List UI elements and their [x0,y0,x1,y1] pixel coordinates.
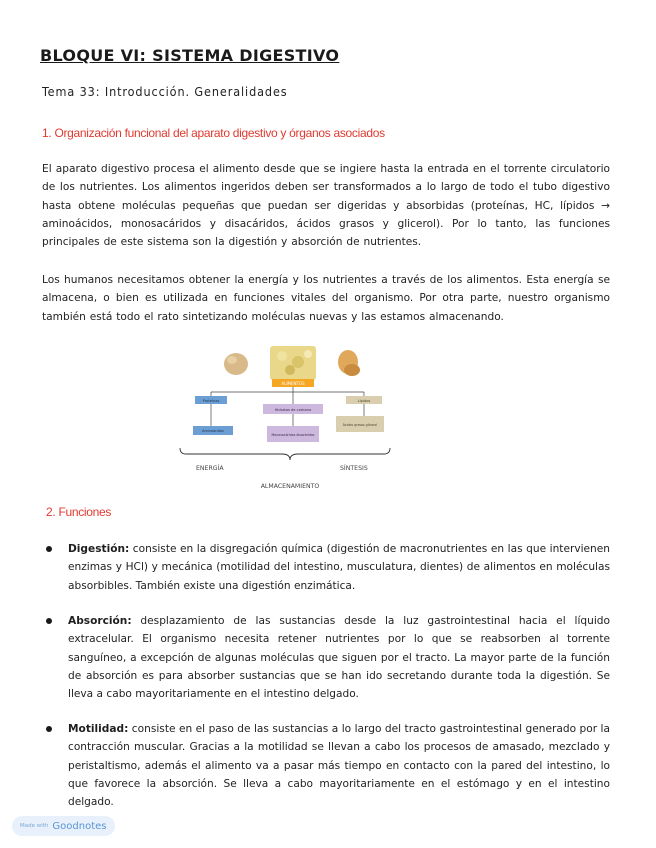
badge-brand-text: Goodnotes [52,820,107,832]
node-lipidos-label: Lípidos [357,399,371,403]
diagram-brace [180,448,390,460]
bullet-absorcion [68,612,610,703]
grains-image [270,346,316,380]
section-1-paragraph-2: Los humanos necesitamos obtener la energía y los nutrientes a través de los alimentos. Esta energía se almacena, o bien es utilizada en funciones vitales del organismo. Por otra parte, nuestro organismo también está todo el rato sintetizando moléculas nuevas y las estamos almacenando. [42,274,610,323]
bullet-absorcion-term: Absorción: [68,615,132,627]
bullet-dot-2 [46,618,52,624]
page-title: BLOQUE VI: SISTEMA DIGESTIVO [40,46,340,65]
label-almacenamiento: ALMACENAMIENTO [260,483,320,490]
section-2-heading: 2. Funciones [46,505,112,519]
bullet-absorcion-text: desplazamiento de las sustancias desde la luz gastrointestinal hacia el líquido extracelular. El organismo necesita retener nutrientes por lo que se reabsorben al torrente sanguíneo, a excepción de algunas moléculas que siguen por el tracto. La mayor parte de la función de absorción es para absorber sustancias que se han ido secretando durante toda la digestión. Se lleva a cabo mayoritariamente en el intestino delgado. [68,615,610,701]
goodnotes-badge[interactable] [12,816,115,836]
node-proteinas-label: Proteínas [202,399,220,403]
bullet-digestion-text: consiste en la disgregación química (digestión de macronutrientes en las que intervienen enzimas y HCl) y mecánica (motilidad del intestino, musculatura, dientes) de alimentos en moléculas absorbibles. También existe una digestión enzimática. [68,543,610,592]
badge-small-text: Made with [20,823,49,829]
topic-subtitle: Tema 33: Introducción. Generalidades [42,84,288,99]
node-alimentos-label: ALIMENTOS [281,381,305,386]
nutrient-diagram [178,342,410,494]
bullet-digestion [68,540,610,595]
bread-image [224,353,248,375]
bullet-motilidad [68,720,610,811]
section-1-heading: 1. Organización funcional del aparato digestivo y órganos asociados [42,126,385,140]
bullet-digestion-term: Digestión: [68,543,130,555]
nutrient-diagram-svg [178,342,410,494]
node-monosacaridos-label: Monosacáridos disacáridos [271,433,315,437]
bullet-motilidad-text: consiste en el paso de las sustancias a lo largo del tracto gastrointestinal generado por la contracción muscular. Gracias a la motilidad se llevan a cabo los procesos de amasado, mezclado y peristaltismo, además el alimento va a pasar más tiempo en contacto con la pared del intestino, lo que favorece la absorción. Se lleva a cabo mayoritariamente en el estómago y en el intestino delgado. [68,723,610,809]
node-acidos-grasos-label: Ácidos grasos glicerol [342,423,378,427]
node-hidratos-label: Hidratos de carbono [274,408,312,412]
label-sintesis: SÍNTESIS [340,465,368,472]
label-energia: ENERGÍA [196,465,224,472]
node-aminoacidos-label: Aminoácidos [202,429,224,433]
bullet-dot-3 [46,726,52,732]
bullet-dot-1 [46,546,52,552]
cookie-image [338,350,360,376]
bullet-motilidad-term: Motilidad: [68,723,129,735]
section-1-paragraph-1: El aparato digestivo procesa el alimento desde que se ingiere hasta la entrada en el torrente circulatorio de los nutrientes. Los alimentos ingeridos deben ser transformados a lo largo de todo el tubo digestivo hasta obtene moléculas pequeñas que puedan ser digeridas y absorbidas (proteínas, HC, lípidos → aminoácidos, monosacáridos y disacáridos, ácidos grasos y glicerol). Por lo tanto, las funciones principales de este sistema son la digestión y absorción de nutrientes. [42,163,610,249]
